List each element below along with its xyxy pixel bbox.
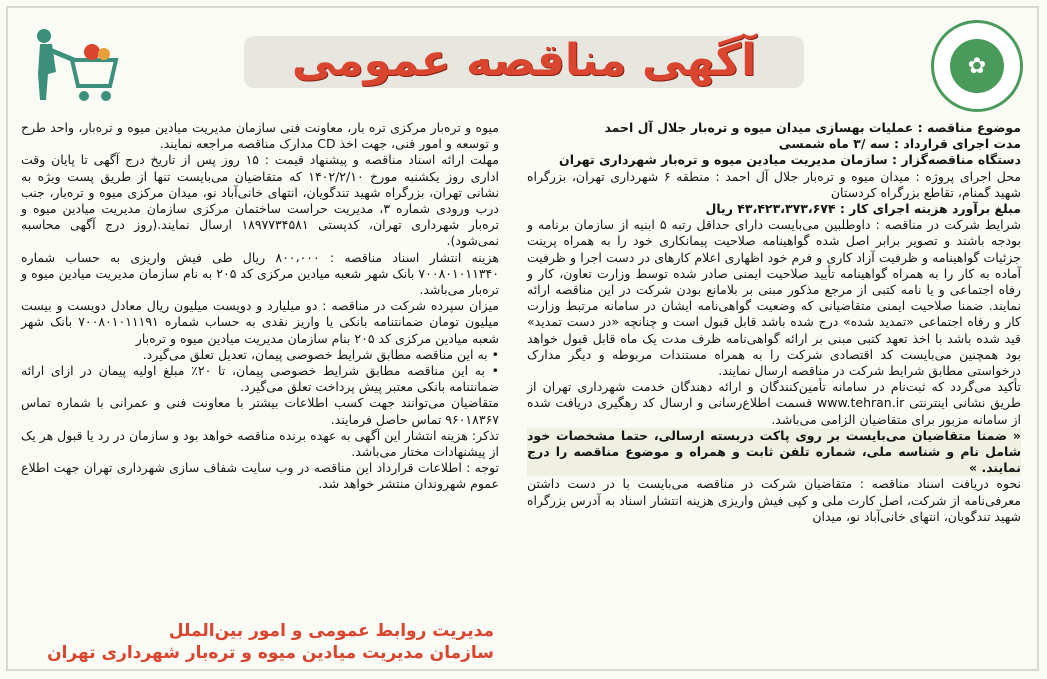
left-column — [21, 120, 499, 493]
subject-line: موضوع مناقصه : عملیات بهسازی میدان میوه و تره‌بار جلال آل احمد — [604, 120, 1021, 135]
conditions-paragraph: شرایط شرکت در مناقصه : داوطلبین می‌بایست دارای حداقل رتبه ۵ ابنیه از سازمان برنامه و بودجه باشند و تصویر برابر اصل شده گواهینامه صلاحیت پیمانکاری خود را به همراه پرینت جزئیات گواهینامه و ظرفیت آزاد کاری و فرم خود اظهاری اعلام کارهای در دست اجرا و ظرفیت آماده به کار را به همراه گواهینامه تأیید صلاحیت ایمنی صادر شده توسط وزارت تعاون، کار و رفاه اجتماعی و یا نامه کتبی از مرجع مذکور مبنی بر بلامانع بودن شرکت در این مناقصه ارائه نمایند. ضمنا صلاحیت ایمنی متقاضیانی که وضعیت گواهی‌نامه ایشان در سامانه مرتبط وزارت کار و رفاه اجتماعی «تمدید شده» درج شده باشد قابل قبول است و چنانچه «در دست تمدید» قید شده باشد با اخذ تعهد کتبی مبنی بر ارائه گواهی‌نامه ظرف مدت یک ماه قابل قبول خواهد بود همچنین می‌بایست کد اقتصادی شرکت را به همراه مستندات مربوطه و دیگر مدارک درخواستی مطابق شرایط شرکت در مناقصه ارسال نمایند. — [527, 217, 1021, 379]
footer-line-2: سازمان مدیریت میادین میوه و تره‌بار شهرداری تهران — [47, 643, 494, 663]
budget-line: مبلغ برآورد هزینه اجرای کار : ۴۳،۴۲۳،۳۷۳،۶۷۴ ریال — [705, 201, 1021, 217]
duration-line: مدت اجرای قرارداد : سه /۳ ماه شمسی — [778, 136, 1021, 152]
fee-paragraph: هزینه انتشار اسناد مناقصه : ۸۰۰،۰۰۰ ریال طی فیش واریزی به حساب شماره ۷۰۰۸۰۱۰۱۱۳۴۰ بانک شهر شعبه میادین مرکزی کد ۲۰۵ به نام سازمان مدیریت میادین میوه و تره‌بار می‌باشد. — [21, 249, 499, 298]
logo-emblem: ✿ — [950, 39, 1004, 93]
deadline-paragraph: مهلت ارائه اسناد مناقصه و پیشنهاد قیمت : ۱۵ روز پس از تاریخ درج آگهی تا پایان وقت اداری روز یکشنبه مورخ ۱۴۰۲/۲/۱۰ که متقاضیان می‌بایست تنها از طریق پست ویژه به نشانی تهران، بزرگراه شهید تندگویان، انتهای خانی‌آباد نو، میدان مرکزی میوه و تره‌بار، جنب درب ورودی شماره ۳، مدیریت حراست ساختمان مرکزی سازمان مدیریت میادین میوه و تره‌بار شهرداری تهران، کدپستی ۱۸۹۷۷۳۴۵۸۱ ارسال نمایند.(روز درج آگهی محاسبه نمی‌شود). — [21, 152, 499, 249]
reminder-paragraph: تذکر: هزینه انتشار این آگهی به عهده برنده مناقصه خواهد بود و سازمان در رد یا قبول هر یک از پیشنهادات مختار می‌باشد. — [21, 427, 499, 460]
organizer-line: دستگاه مناقصه‌گزار : سازمان مدیریت میادین میوه و تره‌بار شهرداری تهران — [559, 152, 1021, 168]
contact-paragraph: متقاضیان می‌توانند جهت کسب اطلاعات بیشتر با معاونت فنی و عمرانی با شماره تماس ۹۶۰۱۸۳۶۷ تماس حاصل فرمایند. — [21, 395, 499, 427]
municipality-logo-icon — [931, 20, 1023, 112]
adjustment-bullet: • به این مناقصه مطابق شرایط خصوصی پیمان، تعدیل تعلق می‌گیرد. — [142, 346, 499, 362]
location-line: محل اجرای پروژه : میدان میوه و تره‌بار جلال آل احمد : منطقه ۶ شهرداری تهران، بزرگراه شهید گمنام، تقاطع بزرگراه کردستان — [527, 168, 1021, 200]
registration-paragraph: تأکید می‌گردد که ثبت‌نام در سامانه تأمین‌کنندگان و ارائه دهندگان خدمت شهرداری تهران از طریق نشانی اینترنتی www.tehran.ir قسمت اطلاع‌رسانی و ارسال کد رهگیری دریافت شده از سامانه مزبور برای متقاضیان الزامی می‌باشد. — [527, 379, 1021, 427]
shopping-cart-icon — [22, 24, 122, 106]
attention-paragraph: توجه : اطلاعات قرارداد این مناقصه در وب سایت شفاف سازی شهرداری تهران جهت اطلاع عموم شهروندان منتشر خواهد شد. — [21, 460, 499, 492]
documents-continued: میوه و تره‌بار مرکزی تره بار، معاونت فنی سازمان مدیریت میادین میوه و تره‌بار، واحد طرح و توسعه و امور فنی، جهت اخذ CD مدارک مناقصه مراجعه نمایند. — [21, 120, 499, 152]
page-title: آگهی مناقصه عمومی — [291, 35, 757, 86]
footer-line-1: مدیریت روابط عمومی و امور بین‌الملل — [168, 621, 494, 641]
right-column — [527, 120, 1021, 525]
deposit-paragraph: میزان سپرده شرکت در مناقصه : دو میلیارد و دویست میلیون ریال معادل دویست و بیست میلیون تومان ضمانتنامه بانکی یا واریز نقدی به حساب شماره ۷۰۰۸۰۱۰۱۱۱۹۱ بانک شهر شعبه میادین مرکزی کد ۲۰۵ بنام سازمان مدیریت میادین میوه و تره‌بار — [21, 298, 499, 346]
envelope-note: « ضمنا متقاضیان می‌بایست بر روی پاکت دربسته ارسالی، حتما مشخصات خود شامل نام و شناسه ملی، شماره تلفن ثابت و همراه و موضوع مناقصه را درج نمایند. » — [527, 427, 1021, 476]
prepayment-bullet: • به این مناقصه مطابق شرایط خصوصی پیمان، تا ۲۰٪ مبلغ اولیه پیمان در ازای ارائه ضمانتنامه بانکی معتبر پیش پرداخت تعلق می‌گیرد. — [21, 363, 499, 395]
documents-paragraph: نحوه دریافت اسناد مناقصه : متقاضیان شرکت در مناقصه می‌بایست با در دست داشتن معرفی‌نامه از شرکت، اصل کارت ملی و کپی فیش واریزی هزینه انتشار اسناد به آدرس بزرگراه شهید تندگویان، انتهای خانی‌آباد نو، میدان — [527, 476, 1021, 524]
footer-signature — [22, 620, 494, 664]
